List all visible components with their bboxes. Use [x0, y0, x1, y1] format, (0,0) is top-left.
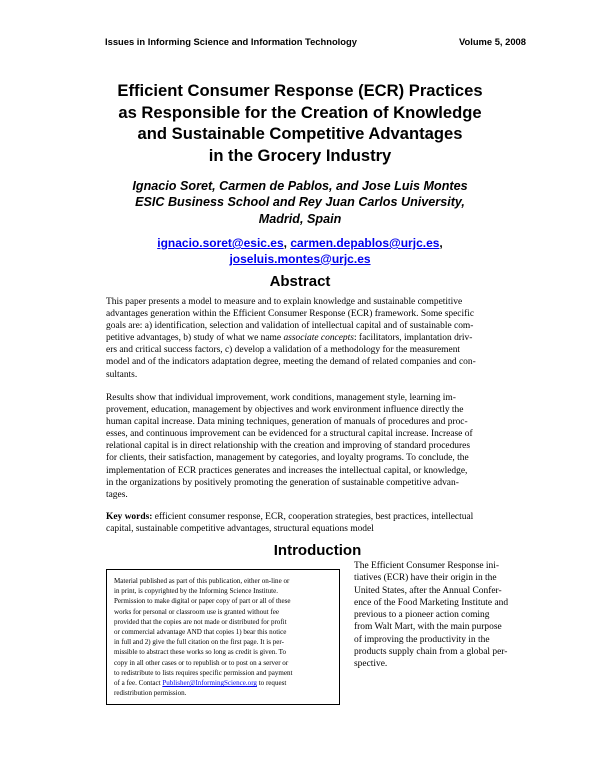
email-link-depablos[interactable]: carmen.depablos@urjc.es — [290, 236, 440, 250]
text-line: model and of the indicators adaptation degree, meeting the demand of related companies and con- — [106, 357, 476, 368]
text-line: United States, after the Annual Confer- — [354, 585, 502, 596]
text-line: for clients, their satisfaction, management by categories, and loyalty programs. To conclude, the — [106, 453, 469, 464]
text-line: in print, is copyrighted by the Informing Science Institute. — [114, 587, 279, 596]
text-line: Key words: efficient consumer response, ECR, cooperation strategies, best practices, intellectual — [106, 512, 474, 522]
journal-name: Issues in Informing Science and Information Technology — [105, 36, 357, 47]
italic-term: associate concepts — [283, 333, 354, 344]
authors-location: Madrid, Spain — [258, 211, 342, 226]
copyright-notice-box — [106, 569, 340, 705]
text-line: from Walt Mart, with the main purpose — [354, 622, 502, 633]
text-line: missible to abstract these works so long as credit is given. To — [114, 648, 286, 657]
text-line: petitive advantages, b) study of what we name associate concepts: facilitators, implantation driv- — [106, 333, 473, 344]
text-line: provided that the copies are not made or distributed for profit — [114, 617, 287, 626]
text-line: in full and 2) give the full citation on the first page. It is per- — [114, 638, 284, 647]
text-line: previous to a pioneer action coming — [354, 610, 490, 621]
text-line: ers and critical success factors, c) develop a validation of a methodology for the measurement — [106, 345, 461, 356]
title-line: in the Grocery Industry — [208, 145, 392, 165]
text-line: provement, education, management by objectives and work environment influence directly the — [106, 405, 464, 416]
text-line: Material published as part of this publication, either on-line or — [114, 577, 290, 585]
introduction-heading: Introduction — [273, 542, 362, 559]
authors-names: Ignacio Soret, Carmen de Pablos, and Jose Luis Montes — [132, 179, 468, 193]
abstract-paragraph-2 — [106, 392, 530, 501]
running-header — [105, 36, 526, 47]
abstract-paragraph-1 — [106, 296, 530, 381]
text-line: This paper presents a model to measure and to explain knowledge and sustainable competitive — [106, 297, 463, 307]
title-line: Efficient Consumer Response (ECR) Practices — [117, 81, 483, 100]
text-line: tages. — [106, 489, 128, 500]
paper-title — [60, 80, 540, 166]
text-line: redistribution permission. — [114, 689, 187, 698]
text-line: or commercial advantage AND that copies 1) bear this notice — [114, 628, 287, 637]
email-link-montes[interactable]: joseluis.montes@urjc.es — [229, 251, 371, 266]
volume-info: Volume 5, 2008 — [458, 36, 526, 47]
title-line: as Responsible for the Creation of Knowledge — [118, 102, 482, 122]
text-line: The Efficient Consumer Response ini- — [354, 561, 500, 571]
text-line: goals are: a) identification, selection and validation of intellectual capital and of sustainable com- — [106, 321, 474, 332]
text-line: esses, and continuous improvement can be evidenced for a structural capital increase. Increase of — [106, 429, 473, 440]
introduction-text — [354, 560, 534, 671]
email-separator: , — [439, 236, 443, 250]
text-line: advantages generation within the Efficient Consumer Response (ECR) framework. Some specific — [106, 309, 475, 320]
text-line: of improving the productivity in the — [354, 634, 490, 645]
keywords — [106, 511, 530, 535]
text-line: human capital increase. Data mining techniques, generation of manuals of procedures and proc- — [106, 417, 468, 428]
author-block — [60, 178, 540, 227]
text-line: Results show that individual improvement, work conditions, management style, learning im- — [106, 393, 456, 403]
text-line: ence of the Food Marketing Institute and — [354, 597, 509, 608]
abstract-heading: Abstract — [269, 273, 331, 290]
text-line: implementation of ECR practices generates and increases the intellectual capital, or knowledge, — [106, 465, 468, 476]
text-line: products supply chain from a global per- — [354, 647, 508, 658]
publisher-email-link[interactable]: Publisher@InformingScience.org — [162, 679, 257, 688]
text-line: copy in all other cases or to republish or to post on a server or — [114, 658, 289, 667]
keywords-label: Key words: — [106, 512, 153, 522]
text-line: sultants. — [106, 369, 138, 380]
text-line: works for personal or classroom use is granted without fee — [114, 607, 279, 616]
email-separator: , — [283, 236, 291, 250]
text-line: spective. — [354, 659, 388, 670]
text-line: tiatives (ECR) have their origin in the — [354, 573, 497, 584]
title-line: and Sustainable Competitive Advantages — [137, 124, 463, 143]
text-line: in the organizations by positively promoting the generation of sustainable competitive advan- — [106, 477, 459, 488]
text-line: relational capital is in direct relationship with the creation and improving of standard procedures — [106, 441, 471, 452]
author-emails — [60, 236, 540, 267]
authors-affiliation: ESIC Business School and Rey Juan Carlos University, — [135, 195, 465, 210]
text-line: Permission to make digital or paper copy of part or all of these — [114, 597, 291, 606]
text-line: of a fee. Contact Publisher@InformingScience.org to request — [114, 679, 287, 688]
text-line: capital, sustainable competitive advantages, structural equations model — [106, 524, 374, 535]
email-link-soret[interactable]: ignacio.soret@esic.es — [157, 236, 284, 250]
text-line: to redistribute to lists requires specific permission and payment — [114, 668, 293, 677]
